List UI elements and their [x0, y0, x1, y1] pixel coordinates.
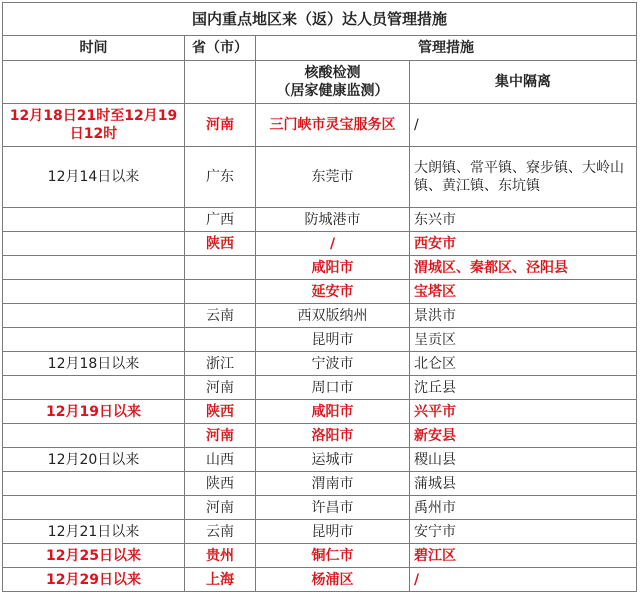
table-row [3, 400, 637, 424]
table-row [3, 208, 637, 232]
cell-isolation: 禹州市 [410, 496, 637, 520]
cell-isolation: 呈贡区 [410, 328, 637, 352]
table-row [3, 496, 637, 520]
cell-province: 广西 [185, 208, 256, 232]
cell-province: 河南 [185, 376, 256, 400]
cell-isolation: 碧江区 [410, 544, 637, 568]
cell-province: 云南 [185, 304, 256, 328]
cell-isolation: 西安市 [410, 232, 637, 256]
cell-province: 浙江 [185, 352, 256, 376]
cell-time [3, 304, 185, 328]
table-row [3, 147, 637, 208]
cell-province: 河南 [185, 104, 256, 147]
table-row [3, 520, 637, 544]
cell-nucleic: 昆明市 [256, 328, 410, 352]
cell-nucleic: 三门峡市灵宝服务区 [256, 104, 410, 147]
cell-province: 河南 [185, 496, 256, 520]
table-row [3, 328, 637, 352]
cell-time [3, 496, 185, 520]
cell-time: 12月19日以来 [3, 400, 185, 424]
cell-nucleic: 杨浦区 [256, 568, 410, 592]
cell-time: 12月25日以来 [3, 544, 185, 568]
cell-nucleic: 铜仁市 [256, 544, 410, 568]
table-row [3, 304, 637, 328]
header-measures: 管理措施 [256, 36, 637, 61]
cell-nucleic: 延安市 [256, 280, 410, 304]
cell-isolation: 稷山县 [410, 448, 637, 472]
cell-time [3, 328, 185, 352]
header-row [3, 36, 637, 61]
cell-time [3, 232, 185, 256]
table-row [3, 256, 637, 280]
cell-isolation: / [410, 568, 637, 592]
cell-province: 河南 [185, 424, 256, 448]
cell-time [3, 424, 185, 448]
measures-table [2, 2, 637, 592]
table-row [3, 424, 637, 448]
cell-nucleic: 宁波市 [256, 352, 410, 376]
table-row [3, 232, 637, 256]
table-title-row [3, 3, 637, 36]
header-time: 时间 [3, 36, 185, 61]
subheader-empty-time [3, 61, 185, 104]
cell-province: 贵州 [185, 544, 256, 568]
table-row [3, 472, 637, 496]
cell-province: 陕西 [185, 232, 256, 256]
table-row [3, 104, 637, 147]
cell-isolation: / [410, 104, 637, 147]
cell-nucleic: 西双版纳州 [256, 304, 410, 328]
cell-province [185, 280, 256, 304]
cell-isolation: 东兴市 [410, 208, 637, 232]
cell-time [3, 208, 185, 232]
cell-time: 12月14日以来 [3, 147, 185, 208]
cell-isolation: 新安县 [410, 424, 637, 448]
subheader-empty-province [185, 61, 256, 104]
cell-isolation: 安宁市 [410, 520, 637, 544]
cell-nucleic: 洛阳市 [256, 424, 410, 448]
cell-nucleic: 防城港市 [256, 208, 410, 232]
cell-province: 上海 [185, 568, 256, 592]
cell-province: 广东 [185, 147, 256, 208]
table-row [3, 568, 637, 592]
table-row [3, 448, 637, 472]
cell-nucleic: 昆明市 [256, 520, 410, 544]
cell-time [3, 472, 185, 496]
cell-isolation: 渭城区、秦都区、泾阳县 [410, 256, 637, 280]
cell-time: 12月21日以来 [3, 520, 185, 544]
cell-province: 云南 [185, 520, 256, 544]
cell-time: 12月18日以来 [3, 352, 185, 376]
cell-isolation: 兴平市 [410, 400, 637, 424]
cell-time: 12月29日以来 [3, 568, 185, 592]
cell-time [3, 376, 185, 400]
cell-province [185, 256, 256, 280]
header-isolation: 集中隔离 [410, 61, 637, 104]
header-nucleic [256, 61, 410, 104]
cell-province: 陕西 [185, 472, 256, 496]
cell-nucleic: 许昌市 [256, 496, 410, 520]
cell-province [185, 328, 256, 352]
cell-nucleic: 渭南市 [256, 472, 410, 496]
table-row [3, 352, 637, 376]
cell-time [3, 280, 185, 304]
cell-time: 12月18日21时至12月19日12时 [3, 104, 185, 147]
cell-nucleic: 周口市 [256, 376, 410, 400]
table-row [3, 376, 637, 400]
cell-time [3, 256, 185, 280]
header-province: 省（市） [185, 36, 256, 61]
measures-table-container [2, 2, 637, 592]
cell-isolation: 大朗镇、常平镇、寮步镇、大岭山镇、黄江镇、东坑镇 [410, 147, 637, 208]
table-title: 国内重点地区来（返）达人员管理措施 [3, 3, 637, 36]
cell-isolation: 沈丘县 [410, 376, 637, 400]
subheader-row [3, 61, 637, 104]
cell-isolation: 蒲城县 [410, 472, 637, 496]
header-nucleic-text: 核酸检测 （居家健康监测） [276, 65, 389, 99]
cell-province: 陕西 [185, 400, 256, 424]
cell-isolation: 景洪市 [410, 304, 637, 328]
cell-time: 12月20日以来 [3, 448, 185, 472]
table-row [3, 280, 637, 304]
cell-isolation: 宝塔区 [410, 280, 637, 304]
cell-nucleic: 运城市 [256, 448, 410, 472]
table-row [3, 544, 637, 568]
cell-nucleic: 咸阳市 [256, 400, 410, 424]
cell-nucleic: 东莞市 [256, 147, 410, 208]
cell-province: 山西 [185, 448, 256, 472]
cell-nucleic: / [256, 232, 410, 256]
cell-nucleic: 咸阳市 [256, 256, 410, 280]
cell-isolation: 北仑区 [410, 352, 637, 376]
